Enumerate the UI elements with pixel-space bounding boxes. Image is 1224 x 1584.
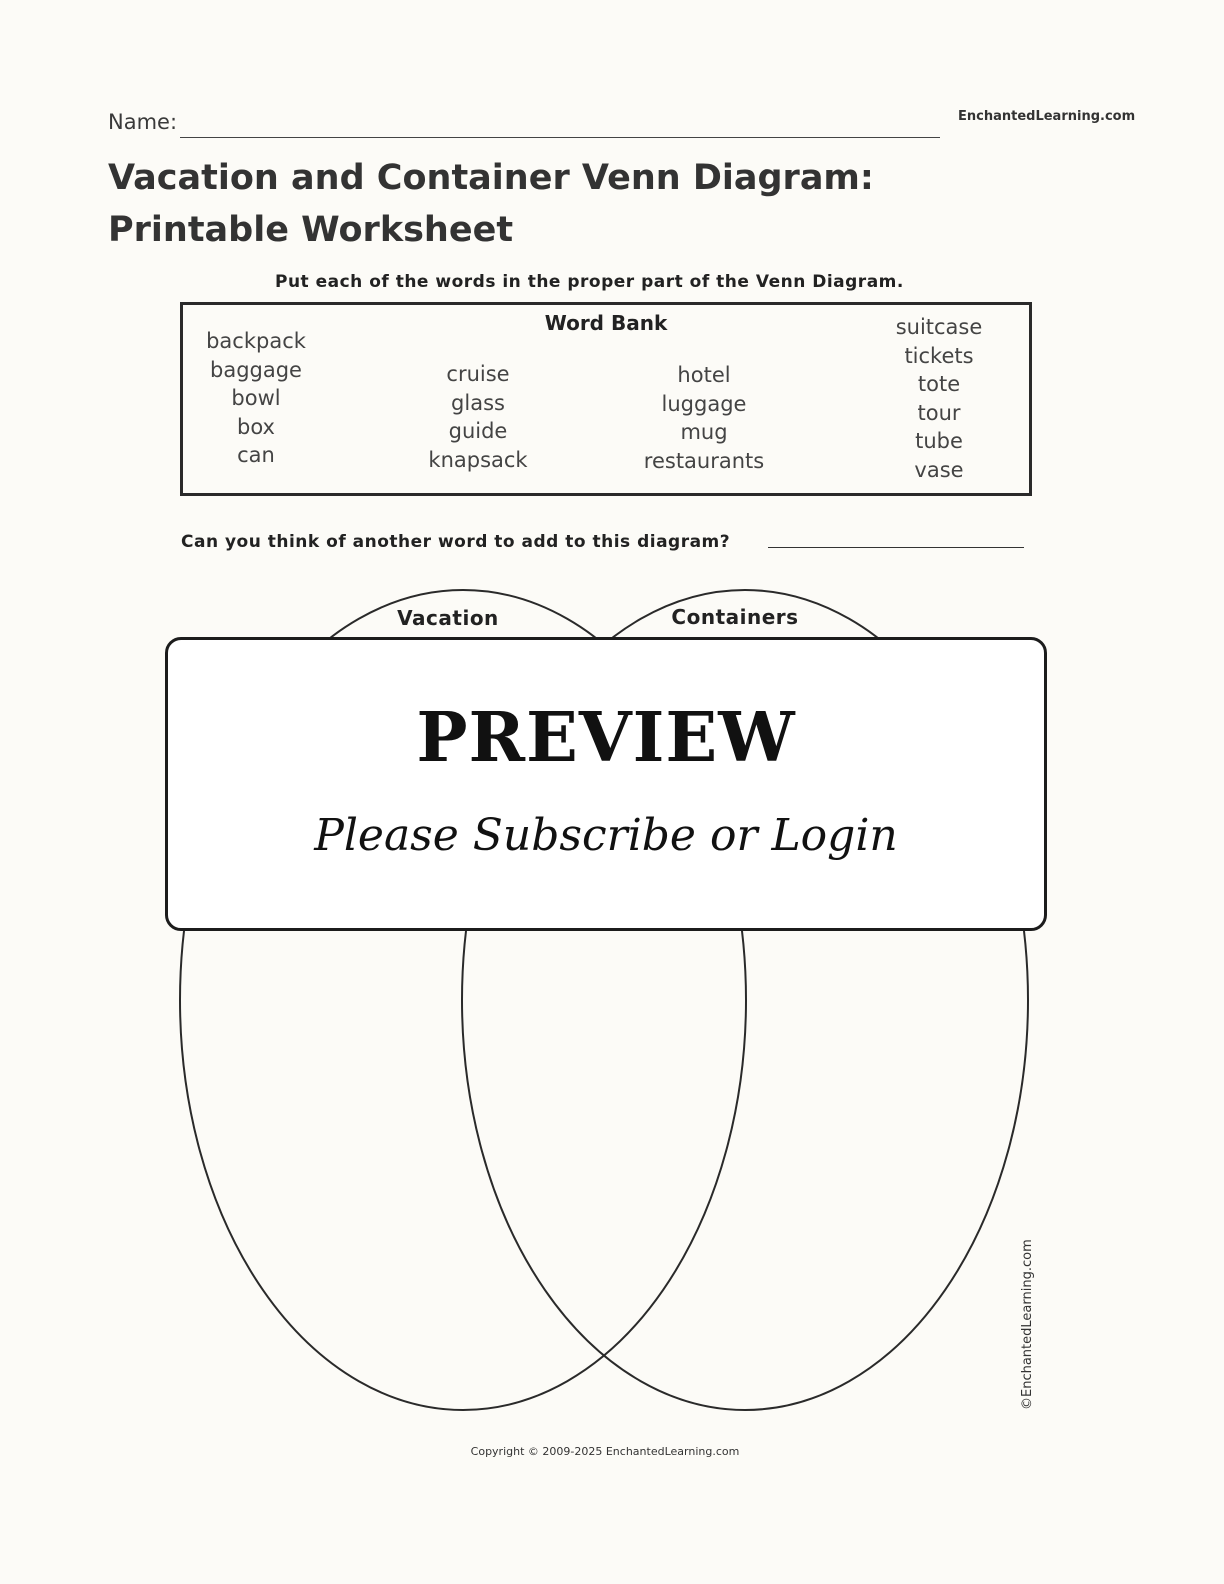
word-bank-word: tour [917, 400, 961, 425]
copyright-footer: Copyright © 2009-2025 EnchantedLearning.com [470, 1445, 740, 1458]
word-bank-word: mug [680, 420, 728, 444]
preview-title: PREVIEW [416, 698, 796, 778]
word-bank-word: suitcase [895, 315, 983, 339]
word-bank-title: Word Bank [544, 311, 668, 335]
word-bank-word: glass [451, 390, 505, 415]
word-bank-word: luggage [661, 391, 747, 416]
word-bank-word: can [237, 443, 275, 467]
word-bank-word: backpack [206, 329, 306, 353]
word-bank-word: box [237, 414, 275, 439]
page-title: Vacation and Container Venn Diagram: Printable Worksheet [108, 158, 874, 250]
side-credit: ©EnchantedLearning.com [1020, 1239, 1035, 1410]
word-bank-word: restaurants [643, 448, 765, 473]
word-bank-word: guide [448, 419, 508, 443]
word-bank-word: tote [917, 372, 961, 396]
word-bank-word: bowl [231, 386, 281, 410]
venn-label-containers: Containers [671, 605, 799, 629]
preview-subtitle[interactable]: Please Subscribe or Login [314, 810, 898, 861]
word-bank-word: tickets [904, 343, 974, 368]
word-bank-word: cruise [446, 362, 510, 386]
venn-label-vacation: Vacation [397, 606, 499, 630]
preview-overlay[interactable] [165, 637, 1047, 931]
question-text: Can you think of another word to add to this diagram? [181, 532, 731, 552]
word-bank-word: hotel [677, 363, 731, 387]
word-bank-word: baggage [210, 357, 302, 382]
word-bank-word: vase [914, 457, 964, 482]
name-label: Name: [108, 110, 178, 134]
word-bank-word: knapsack [428, 447, 528, 472]
word-bank-word: tube [915, 429, 963, 453]
instruction-text: Put each of the words in the proper part of the Venn Diagram. [275, 272, 904, 292]
site-brand[interactable]: EnchantedLearning.com [958, 109, 1136, 124]
